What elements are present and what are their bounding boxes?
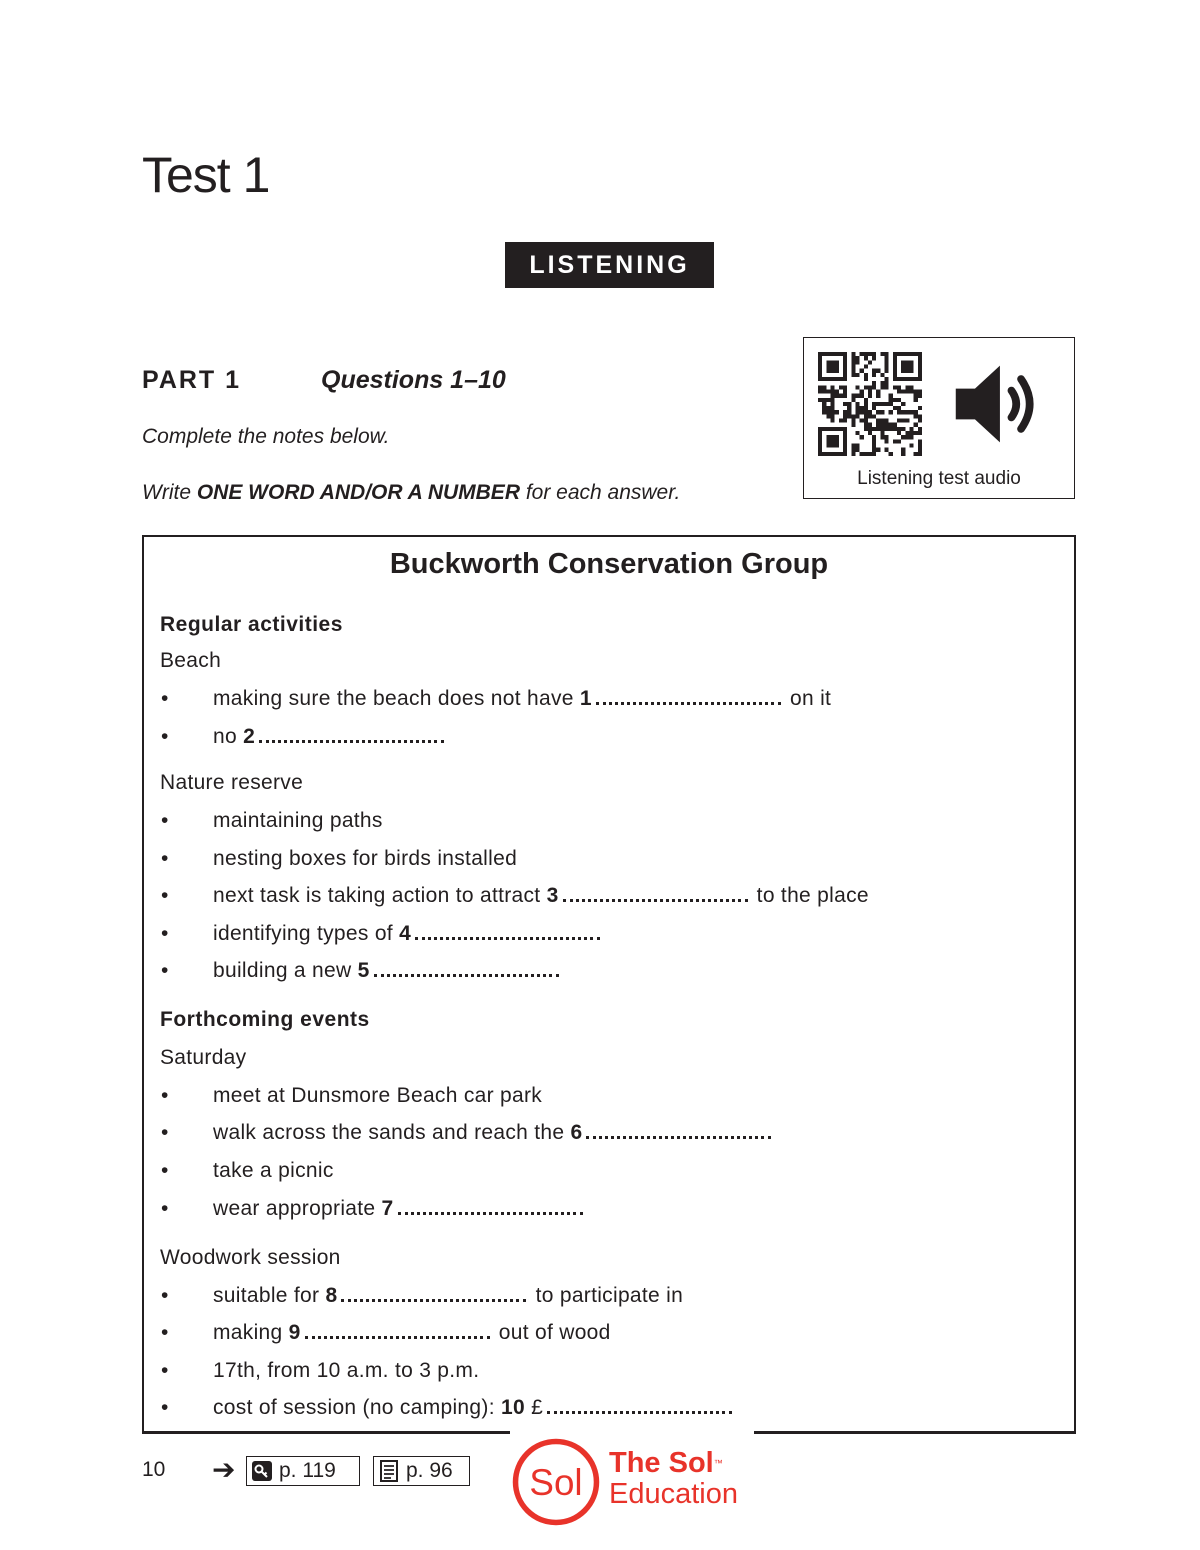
question-number: 10 bbox=[500, 1396, 525, 1419]
note-text: walk across the sands and reach the bbox=[213, 1121, 571, 1144]
brand-name-text: The Sol bbox=[609, 1447, 714, 1479]
note-item bbox=[213, 1084, 542, 1108]
note-text: no bbox=[213, 725, 244, 748]
currency-symbol: £ bbox=[524, 1396, 544, 1419]
bullet-icon: • bbox=[161, 1121, 169, 1144]
question-number: 8 bbox=[325, 1284, 338, 1307]
bullet-icon: • bbox=[161, 1321, 169, 1344]
page-number: 10 bbox=[142, 1458, 166, 1481]
trademark: ™ bbox=[713, 1458, 723, 1468]
answer-blank-10[interactable] bbox=[547, 1407, 732, 1414]
note-text: on it bbox=[783, 687, 832, 710]
answer-blank-8[interactable] bbox=[341, 1295, 526, 1302]
note-text: cost of session (no camping): bbox=[213, 1396, 501, 1419]
note-text: building a new bbox=[213, 959, 358, 982]
sol-logo-mark: Sol bbox=[529, 1461, 583, 1503]
reference-page: p. 119 bbox=[279, 1459, 336, 1482]
note-text: making sure the beach does not have bbox=[213, 687, 580, 710]
note-item bbox=[213, 1159, 334, 1183]
section-subheading: Woodwork session bbox=[160, 1246, 341, 1269]
note-text: nesting boxes for birds installed bbox=[213, 847, 518, 870]
section-subheading: Saturday bbox=[160, 1046, 247, 1069]
bullet-icon: • bbox=[161, 1396, 169, 1419]
section-banner: LISTENING bbox=[505, 242, 714, 288]
note-item bbox=[213, 687, 831, 711]
instruction-prefix: Write bbox=[142, 481, 197, 504]
notes-box-bottom-border bbox=[142, 1431, 510, 1434]
arrow-right-icon: ➔ bbox=[212, 1454, 236, 1485]
question-number: 5 bbox=[357, 959, 370, 982]
bullet-icon: • bbox=[161, 1159, 169, 1182]
note-text: identifying types of bbox=[213, 922, 400, 945]
note-item bbox=[213, 1121, 774, 1145]
question-number: 3 bbox=[546, 884, 559, 907]
sol-logo-icon bbox=[510, 1436, 602, 1528]
part-label: PART 1 bbox=[142, 366, 242, 394]
note-item bbox=[213, 1321, 611, 1345]
question-number: 4 bbox=[399, 922, 412, 945]
page-title: Test 1 bbox=[142, 147, 270, 203]
reference-page: p. 96 bbox=[406, 1459, 453, 1482]
bullet-icon: • bbox=[161, 847, 169, 870]
bullet-icon: • bbox=[161, 959, 169, 982]
note-text: next task is taking action to attract bbox=[213, 884, 547, 907]
answer-blank-9[interactable] bbox=[305, 1332, 490, 1339]
key-icon bbox=[251, 1460, 273, 1482]
note-text: out of wood bbox=[492, 1321, 611, 1344]
note-item bbox=[213, 1197, 586, 1221]
answer-blank-6[interactable] bbox=[586, 1132, 771, 1139]
answer-blank-1[interactable] bbox=[596, 698, 781, 705]
note-item bbox=[213, 725, 447, 749]
question-number: 2 bbox=[243, 725, 256, 748]
note-item bbox=[213, 847, 517, 871]
instruction-word-limit bbox=[142, 481, 680, 505]
audio-box[interactable] bbox=[803, 337, 1075, 499]
note-item bbox=[213, 1359, 479, 1383]
note-item bbox=[213, 809, 383, 833]
bullet-icon: • bbox=[161, 884, 169, 907]
bullet-icon: • bbox=[161, 809, 169, 832]
note-text: take a picnic bbox=[213, 1159, 334, 1182]
answer-blank-2[interactable] bbox=[259, 736, 444, 743]
section-heading: Forthcoming events bbox=[160, 1008, 370, 1031]
bullet-icon: • bbox=[161, 687, 169, 710]
note-text: suitable for bbox=[213, 1284, 326, 1307]
instruction-emphasis: ONE WORD AND/OR A NUMBER bbox=[196, 481, 520, 504]
section-heading: Regular activities bbox=[160, 613, 343, 636]
note-item bbox=[213, 922, 603, 946]
bullet-icon: • bbox=[161, 1359, 169, 1382]
notes-title: Buckworth Conservation Group bbox=[389, 548, 829, 580]
audio-caption: Listening test audio bbox=[857, 468, 1021, 489]
note-item bbox=[213, 959, 562, 983]
qr-code-icon[interactable] bbox=[818, 352, 922, 456]
bullet-icon: • bbox=[161, 725, 169, 748]
bullet-icon: • bbox=[161, 1197, 169, 1220]
answer-blank-7[interactable] bbox=[398, 1208, 583, 1215]
bullet-icon: • bbox=[161, 1284, 169, 1307]
note-text: wear appropriate bbox=[213, 1197, 382, 1220]
section-subheading: Nature reserve bbox=[160, 771, 304, 794]
answer-blank-3[interactable] bbox=[563, 895, 748, 902]
note-text: meet at Dunsmore Beach car park bbox=[213, 1084, 543, 1107]
notes-box-bottom-border bbox=[754, 1431, 1076, 1434]
questions-label: Questions 1–10 bbox=[321, 366, 506, 394]
question-number: 7 bbox=[381, 1197, 394, 1220]
note-item bbox=[213, 1284, 683, 1308]
bullet-icon: • bbox=[161, 922, 169, 945]
note-text: making bbox=[213, 1321, 289, 1344]
question-number: 1 bbox=[579, 687, 592, 710]
question-number: 9 bbox=[288, 1321, 301, 1344]
instruction-suffix: for each answer. bbox=[519, 481, 681, 504]
brand-subtitle: Education bbox=[609, 1478, 738, 1510]
note-item bbox=[213, 1396, 735, 1420]
question-number: 6 bbox=[570, 1121, 583, 1144]
speaker-icon[interactable] bbox=[950, 356, 1046, 452]
note-text: 17th, from 10 a.m. to 3 p.m. bbox=[213, 1359, 480, 1382]
answer-blank-4[interactable] bbox=[415, 933, 600, 940]
note-item bbox=[213, 884, 869, 908]
instruction-complete-notes: Complete the notes below. bbox=[142, 425, 390, 448]
transcript-icon bbox=[378, 1460, 400, 1482]
brand-name bbox=[609, 1448, 723, 1478]
answer-blank-5[interactable] bbox=[374, 970, 559, 977]
transcript-reference[interactable] bbox=[373, 1456, 470, 1486]
note-text: maintaining paths bbox=[213, 809, 383, 832]
section-subheading: Beach bbox=[160, 649, 222, 672]
bullet-icon: • bbox=[161, 1084, 169, 1107]
note-text: to the place bbox=[750, 884, 869, 907]
note-text: to participate in bbox=[529, 1284, 684, 1307]
answer-key-reference[interactable] bbox=[246, 1456, 360, 1486]
